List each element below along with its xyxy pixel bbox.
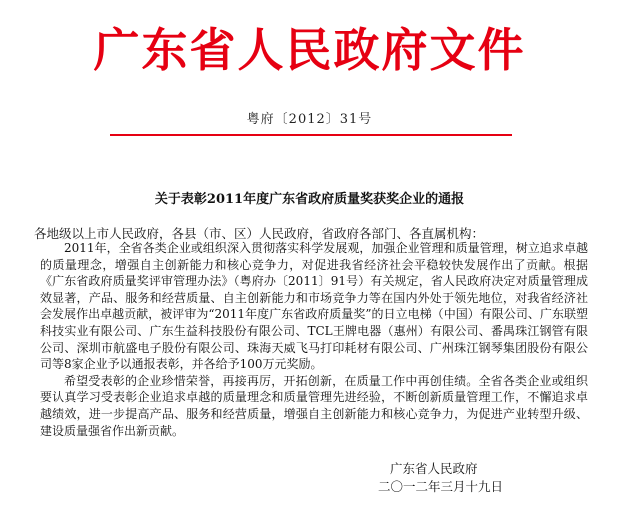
- signature-block: [350, 460, 570, 496]
- signature-date: 二〇一二年三月十九日: [378, 479, 504, 494]
- document-number: 粤府〔2012〕31号: [246, 112, 373, 127]
- red-divider-line: [110, 134, 512, 136]
- body-paragraph-2: 希望受表彰的企业珍惜荣誉，再接再厉，开拓创新，在质量工作中再创佳绩。全省各类企业或组织要认真学习受表彰企业追求卓越的质量理念和质量管理先进经验，不断创新质量管理工作，不懈追求卓越绩效，进一步提高产品、服务和经营质量，增强自主创新能力和核心竞争力，为促进产业转型升级、建设质量强省作出新贡献。: [40, 373, 588, 438]
- notice-body: [40, 240, 588, 439]
- notice-title: 关于表彰2011年度广东省政府质量奖获奖企业的通报: [154, 192, 465, 207]
- signature-org: 广东省人民政府: [390, 461, 478, 476]
- body-paragraph-1: 2011年，全省各类企业或组织深入贯彻落实科学发展观，加强企业管理和质量管理，树立追求卓越的质量理念，增强自主创新能力和核心竞争力，对促进我省经济社会平稳较快发展作出了贡献。根据《广东省政府质量奖评审管理办法》（粤府办〔2011〕91号）有关规定，省人民政府决定对质量管理成效显著，产品、服务和经营质量、自主创新能力和市场竞争力等在国内外处于领先地位，对我省经济社会发展作出卓越贡献，被评审为“2011年度广东省政府质量奖”的日立电梯（中国）有限公司、广东联塑科技实业有限公司、广东生益科技股份有限公司、TCL王牌电器（惠州）有限公司、番禺珠江钢管有限公司、深圳市航盛电子股份有限公司、珠海天威飞马打印耗材有限公司、广州珠江钢琴集团股份有限公司等8家企业予以通报表彰，并各给予100万元奖励。: [40, 241, 588, 372]
- addressee-line: 各地级以上市人民政府，各县（市、区）人民政府，省政府各部门、各直属机构：: [34, 226, 485, 241]
- document-header-title: 广东省人民政府文件: [93, 23, 526, 77]
